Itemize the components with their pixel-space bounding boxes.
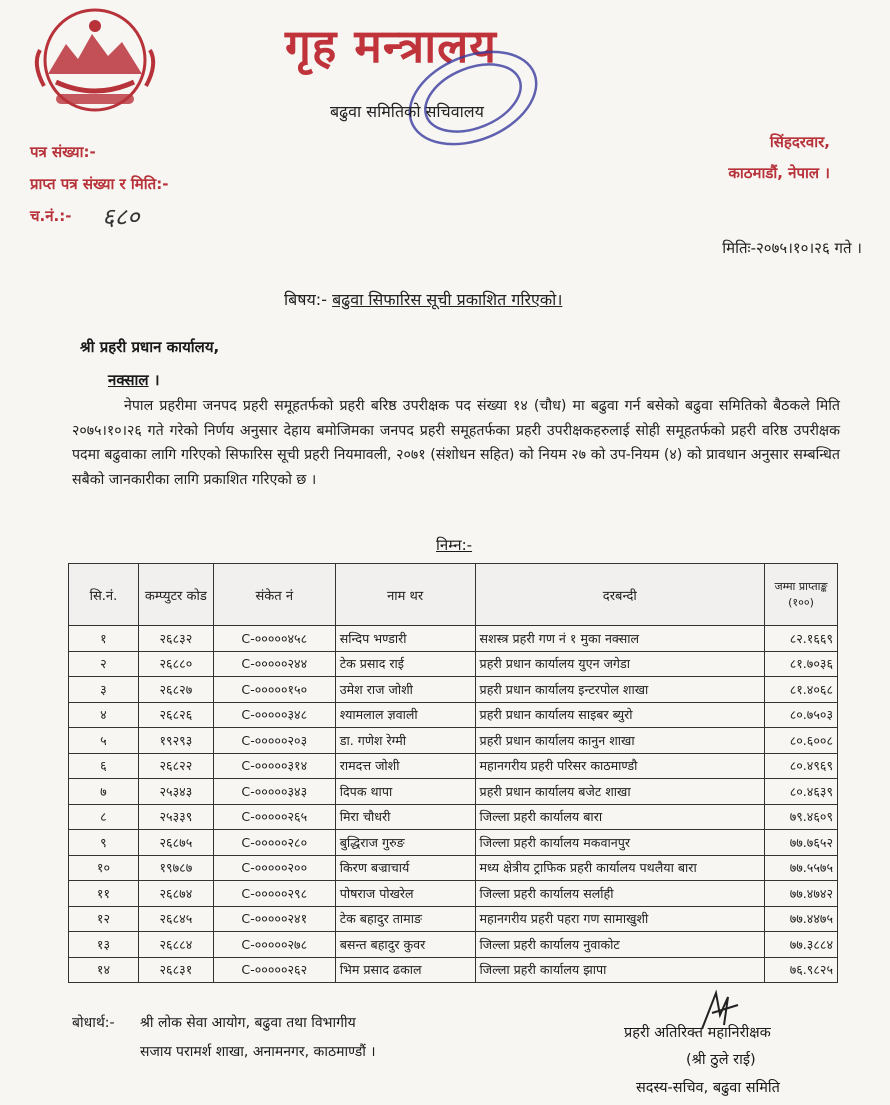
cell-total: ८२.१६६९ bbox=[765, 626, 838, 652]
dispatch-number-label: च.नं.:- bbox=[30, 207, 72, 225]
cell-name: दिपक थापा bbox=[335, 779, 475, 805]
table-row bbox=[69, 626, 838, 652]
cell-symbol: C-०००००४५८ bbox=[213, 626, 335, 652]
table-row bbox=[69, 957, 838, 983]
table-row bbox=[69, 728, 838, 754]
cell-office: मध्य क्षेत्रीय ट्राफिक प्रहरी कार्यालय पथलैया बारा bbox=[475, 855, 764, 881]
cell-total: ७७.३८८४ bbox=[765, 932, 838, 958]
cell-symbol: C-०००००३१४ bbox=[213, 753, 335, 779]
committee-name: बढुवा समितिको सचिवालय bbox=[330, 102, 484, 121]
cell-office: महानगरीय प्रहरी पहरा गण सामाखुशी bbox=[475, 906, 764, 932]
addressee-place-text: नक्साल bbox=[108, 371, 149, 389]
cell-symbol: C-०००००२७८ bbox=[213, 932, 335, 958]
cell-symbol: C-०००००२४१ bbox=[213, 906, 335, 932]
cell-sn: ११ bbox=[69, 881, 139, 907]
cell-sn: ९ bbox=[69, 830, 139, 856]
cell-name: मिरा चौधरी bbox=[335, 804, 475, 830]
table-row bbox=[69, 932, 838, 958]
ministry-title: गृह मन्त्रालय bbox=[285, 19, 497, 73]
col-header-name: नाम थर bbox=[335, 564, 475, 626]
addressee-name: श्री प्रहरी प्रधान कार्यालय, bbox=[80, 338, 220, 356]
cell-total: ७७.५५७५ bbox=[765, 855, 838, 881]
cell-sn: ५ bbox=[69, 728, 139, 754]
address-line-1: सिंहदरवार, bbox=[769, 133, 830, 151]
table-row bbox=[69, 779, 838, 805]
cell-symbol: C-०००००३४८ bbox=[213, 702, 335, 728]
cell-total: ७९.४६०९ bbox=[765, 804, 838, 830]
subject-label: बिषय:- bbox=[284, 290, 327, 309]
nepal-emblem-icon bbox=[26, 4, 164, 116]
cell-name: टेक प्रसाद राई bbox=[335, 651, 475, 677]
cell-total: ७७.७६५२ bbox=[765, 830, 838, 856]
cell-office: प्रहरी प्रधान कार्यालय कानुन शाखा bbox=[475, 728, 764, 754]
cell-total: ८०.६००८ bbox=[765, 728, 838, 754]
cell-office: महानगरीय प्रहरी परिसर काठमाण्डौ bbox=[475, 753, 764, 779]
dispatch-number-value: ६८० bbox=[102, 203, 140, 231]
cell-symbol: C-०००००२८० bbox=[213, 830, 335, 856]
received-number-label: प्राप्त पत्र संख्या र मिति:- bbox=[30, 175, 169, 193]
cell-total: ८०.७५०३ bbox=[765, 702, 838, 728]
cell-office: प्रहरी प्रधान कार्यालय बजेट शाखा bbox=[475, 779, 764, 805]
cell-name: उमेश राज जोशी bbox=[335, 677, 475, 703]
col-header-code: कम्प्युटर कोड bbox=[138, 564, 213, 626]
cell-sn: १० bbox=[69, 855, 139, 881]
col-header-symbol: संकेत नं bbox=[213, 564, 335, 626]
cell-name: टेक बहादुर तामाङ bbox=[335, 906, 475, 932]
cell-total: ७७.४७४२ bbox=[765, 881, 838, 907]
table-row bbox=[69, 830, 838, 856]
office-stamp-icon bbox=[398, 48, 548, 148]
cell-office: जिल्ला प्रहरी कार्यालय झापा bbox=[475, 957, 764, 983]
cell-code: २६८४५ bbox=[138, 906, 213, 932]
subject-line bbox=[284, 288, 562, 310]
letter-number-label: पत्र संख्या:- bbox=[30, 143, 96, 161]
cell-code: १९२९३ bbox=[138, 728, 213, 754]
list-label: निम्न:- bbox=[436, 536, 473, 554]
table-row bbox=[69, 702, 838, 728]
cell-sn: ७ bbox=[69, 779, 139, 805]
cell-office: जिल्ला प्रहरी कार्यालय नुवाकोट bbox=[475, 932, 764, 958]
cc-line-1: श्री लोक सेवा आयोग, बढुवा तथा विभागीय bbox=[140, 1015, 356, 1031]
cell-symbol: C-०००००२९८ bbox=[213, 881, 335, 907]
cell-office: जिल्ला प्रहरी कार्यालय मकवानपुर bbox=[475, 830, 764, 856]
table-row bbox=[69, 677, 838, 703]
cell-office: जिल्ला प्रहरी कार्यालय बारा bbox=[475, 804, 764, 830]
signatory-name: (श्री ठुले राई) bbox=[686, 1052, 756, 1068]
addressee-place: नक्साल । bbox=[108, 371, 160, 389]
cell-symbol: C-०००००२६५ bbox=[213, 804, 335, 830]
cell-symbol: C-०००००२६२ bbox=[213, 957, 335, 983]
col-header-office: दरबन्दी bbox=[475, 564, 764, 626]
cc-label: बोधार्थ:- bbox=[72, 1015, 115, 1031]
cell-total: ८१.७०३६ bbox=[765, 651, 838, 677]
cell-code: २६८७५ bbox=[138, 830, 213, 856]
signatory-title: प्रहरी अतिरिक्त महानिरीक्षक bbox=[624, 1025, 771, 1041]
cell-name: सन्दिप भण्डारी bbox=[335, 626, 475, 652]
cell-sn: २ bbox=[69, 651, 139, 677]
cell-sn: १३ bbox=[69, 932, 139, 958]
cell-symbol: C-०००००२४४ bbox=[213, 651, 335, 677]
cell-sn: ८ bbox=[69, 804, 139, 830]
cell-code: २५३४३ bbox=[138, 779, 213, 805]
table-row bbox=[69, 804, 838, 830]
table-row bbox=[69, 906, 838, 932]
cell-office: प्रहरी प्रधान कार्यालय साइबर ब्युरो bbox=[475, 702, 764, 728]
col-header-total: जम्मा प्राप्ताङ्क (१००) bbox=[765, 564, 838, 626]
cell-name: डा. गणेश रेग्मी bbox=[335, 728, 475, 754]
cell-code: १९७८७ bbox=[138, 855, 213, 881]
cell-sn: १४ bbox=[69, 957, 139, 983]
cell-code: २६८३१ bbox=[138, 957, 213, 983]
cell-sn: ४ bbox=[69, 702, 139, 728]
table-row bbox=[69, 881, 838, 907]
cell-total: ७६.९८२५ bbox=[765, 957, 838, 983]
table-row bbox=[69, 651, 838, 677]
cell-total: ७७.४४७५ bbox=[765, 906, 838, 932]
recommendation-table bbox=[68, 563, 838, 983]
cell-office: प्रहरी प्रधान कार्यालय इन्टरपोल शाखा bbox=[475, 677, 764, 703]
cell-symbol: C-०००००२०३ bbox=[213, 728, 335, 754]
address-line-2: काठमाडौं, नेपाल । bbox=[728, 164, 830, 182]
cc-line-2: सजाय परामर्श शाखा, अनामनगर, काठमाण्डौं । bbox=[140, 1044, 376, 1060]
letter-date: मितिः-२०७५।१०।२६ गते । bbox=[722, 239, 862, 257]
cell-office: सशस्त्र प्रहरी गण नं १ मुका नक्साल bbox=[475, 626, 764, 652]
cell-total: ८०.४९६९ bbox=[765, 753, 838, 779]
cell-total: ८१.४०६८ bbox=[765, 677, 838, 703]
cell-name: श्यामलाल ज्ञवाली bbox=[335, 702, 475, 728]
cell-sn: ६ bbox=[69, 753, 139, 779]
table-row bbox=[69, 855, 838, 881]
body-paragraph: नेपाल प्रहरीमा जनपद प्रहरी समूहतर्फको प्रहरी बरिष्ठ उपरीक्षक पद संख्या १४ (चौध) मा बढुवा गर्न बसेको बढुवा समितिको बैठकले मिति २०७५।१०।२६ गते गरेको निर्णय अनुसार देहाय बमोजिमका जनपद प्रहरी समूहतर्फका प्रहरी उपरीक्षकहरुलाई सोही समूहतर्फको प्रहरी वरिष्ठ उपरीक्षक पदमा बढुवाका लागि गरिएको सिफारिस सूची प्रहरी नियमावली, २०७१ (संशोधन सहित) को नियम २७ को उप-नियम (४) को प्रावधान अनुसार सम्बन्धित सबैको जानकारीका लागि प्रकाशित गरिएको छ । bbox=[72, 398, 840, 488]
table-body bbox=[69, 626, 838, 983]
cell-symbol: C-०००००१५० bbox=[213, 677, 335, 703]
subject-text: बढुवा सिफारिस सूची प्रकाशित गरिएको। bbox=[332, 290, 563, 309]
cell-symbol: C-०००००२०० bbox=[213, 855, 335, 881]
cell-name: पोषराज पोखरेल bbox=[335, 881, 475, 907]
cell-name: बुद्धिराज गुरुङ bbox=[335, 830, 475, 856]
cell-total: ८०.४६३९ bbox=[765, 779, 838, 805]
cell-office: जिल्ला प्रहरी कार्यालय सर्लाही bbox=[475, 881, 764, 907]
cell-symbol: C-०००००३४३ bbox=[213, 779, 335, 805]
cell-code: २६८८४ bbox=[138, 932, 213, 958]
cell-office: प्रहरी प्रधान कार्यालय युएन जगेडा bbox=[475, 651, 764, 677]
cell-name: किरण बज्राचार्य bbox=[335, 855, 475, 881]
cell-name: बसन्त बहादुर कुवर bbox=[335, 932, 475, 958]
cell-code: २६८२२ bbox=[138, 753, 213, 779]
cell-name: रामदत्त जोशी bbox=[335, 753, 475, 779]
cell-sn: १२ bbox=[69, 906, 139, 932]
cell-code: २६८७४ bbox=[138, 881, 213, 907]
col-header-sn: सि.नं. bbox=[69, 564, 139, 626]
cell-code: २५३३९ bbox=[138, 804, 213, 830]
signatory-role: सदस्य-सचिव, बढुवा समिति bbox=[636, 1080, 780, 1096]
cell-sn: ३ bbox=[69, 677, 139, 703]
cell-code: २६८८० bbox=[138, 651, 213, 677]
cell-code: २६८२६ bbox=[138, 702, 213, 728]
cell-code: २६८२७ bbox=[138, 677, 213, 703]
table-row bbox=[69, 753, 838, 779]
table-header-row bbox=[69, 564, 838, 626]
cell-name: भिम प्रसाद ढकाल bbox=[335, 957, 475, 983]
cell-code: २६८३२ bbox=[138, 626, 213, 652]
cell-sn: १ bbox=[69, 626, 139, 652]
